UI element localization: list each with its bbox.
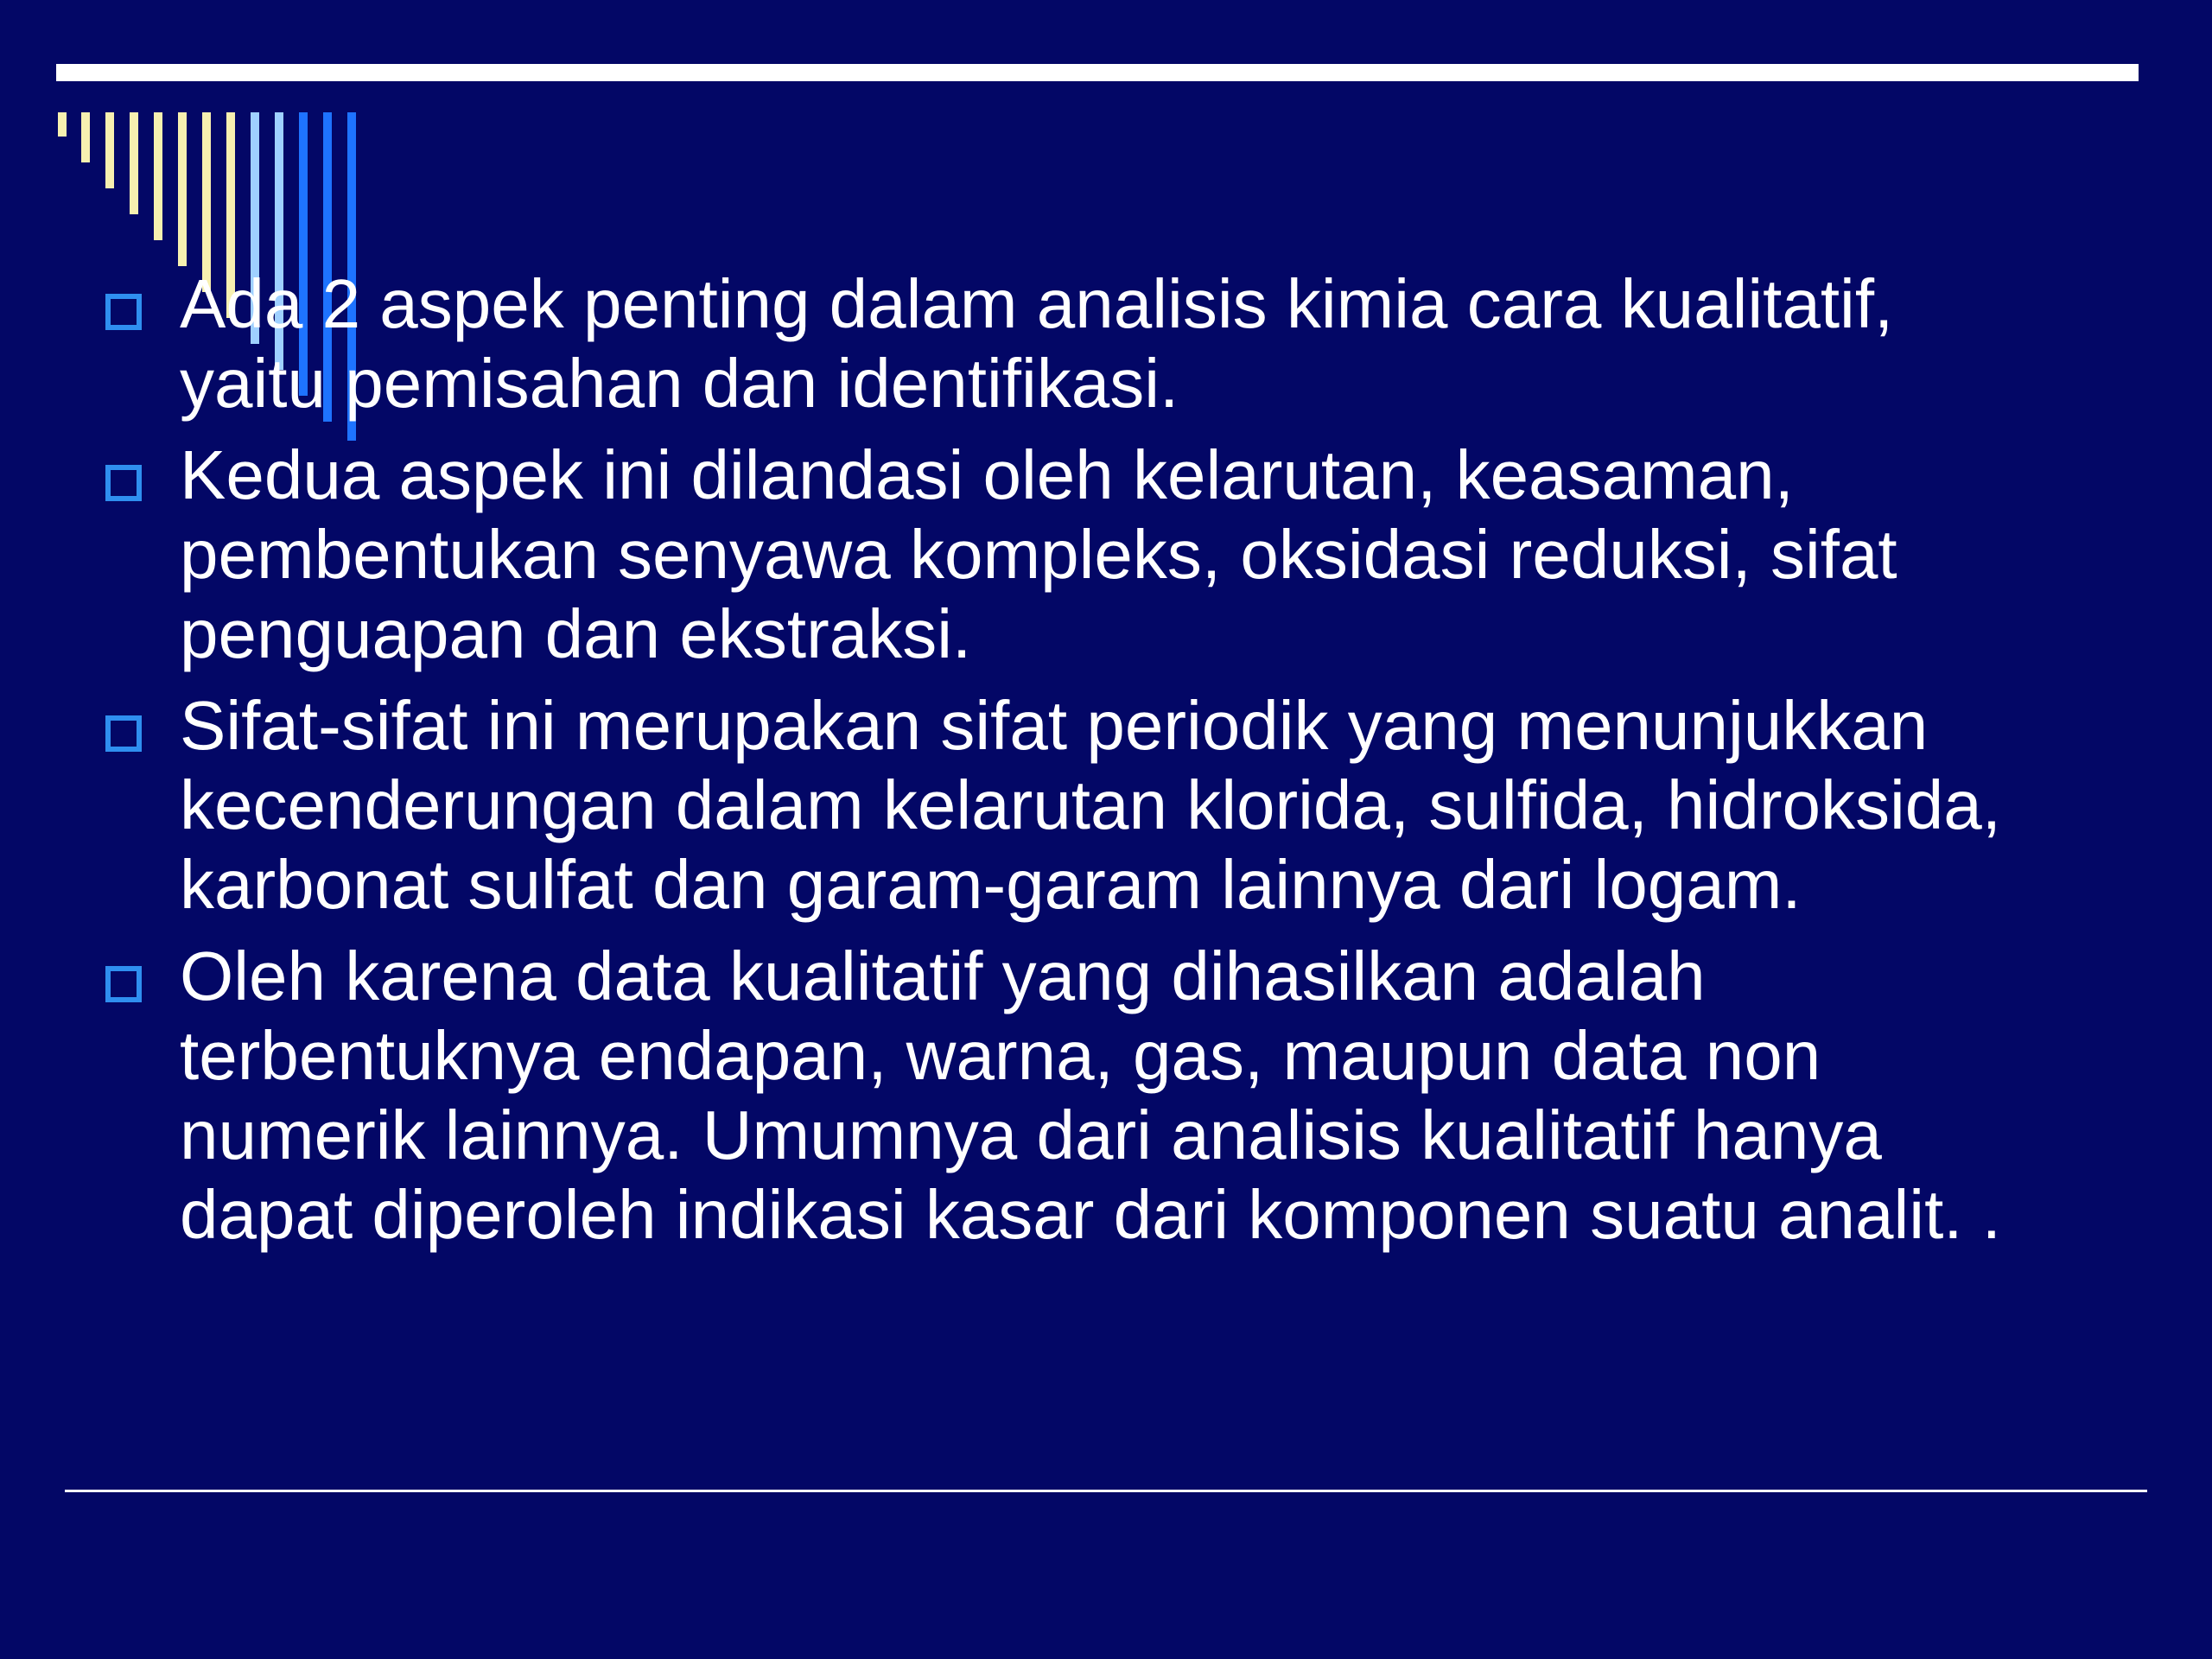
stripe — [105, 112, 114, 188]
bullet-text: Oleh karena data kualitatif yang dihasilkan adalah terbentuknya endapan, warna, gas, maupun data non numerik lainnya. Umumnya dari analisis kualitatif hanya dapat diperoleh indikasi kasar dari komponen suatu analit. . — [180, 938, 2001, 1253]
stripe — [81, 112, 90, 162]
bullet-text: Kedua aspek ini dilandasi oleh kelarutan, keasaman, pembentukan senyawa kompleks, oksidasi reduksi, sifat penguapan dan ekstraksi. — [180, 436, 1897, 672]
square-bullet-icon — [105, 966, 142, 1002]
square-bullet-icon — [105, 465, 142, 501]
bullet-item — [97, 937, 2058, 1255]
square-bullet-icon — [105, 294, 142, 330]
bottom-rule — [65, 1490, 2147, 1492]
stripe — [178, 112, 187, 266]
stripe — [130, 112, 138, 214]
bullet-item — [97, 435, 2058, 674]
bullet-item — [97, 264, 2058, 423]
stripe — [154, 112, 162, 240]
bullet-item — [97, 686, 2058, 925]
stripe — [58, 112, 67, 137]
bullet-list — [97, 264, 2058, 1267]
bullet-text: Ada 2 aspek penting dalam analisis kimia cara kualitatif, yaitu pemisahan dan identifikasi. — [180, 265, 1894, 422]
bullet-text: Sifat-sifat ini merupakan sifat periodik yang menunjukkan kecenderungan dalam kelarutan klorida, sulfida, hidroksida, karbonat sulfat dan garam-garam lainnya dari logam. — [180, 687, 2001, 923]
square-bullet-icon — [105, 715, 142, 752]
